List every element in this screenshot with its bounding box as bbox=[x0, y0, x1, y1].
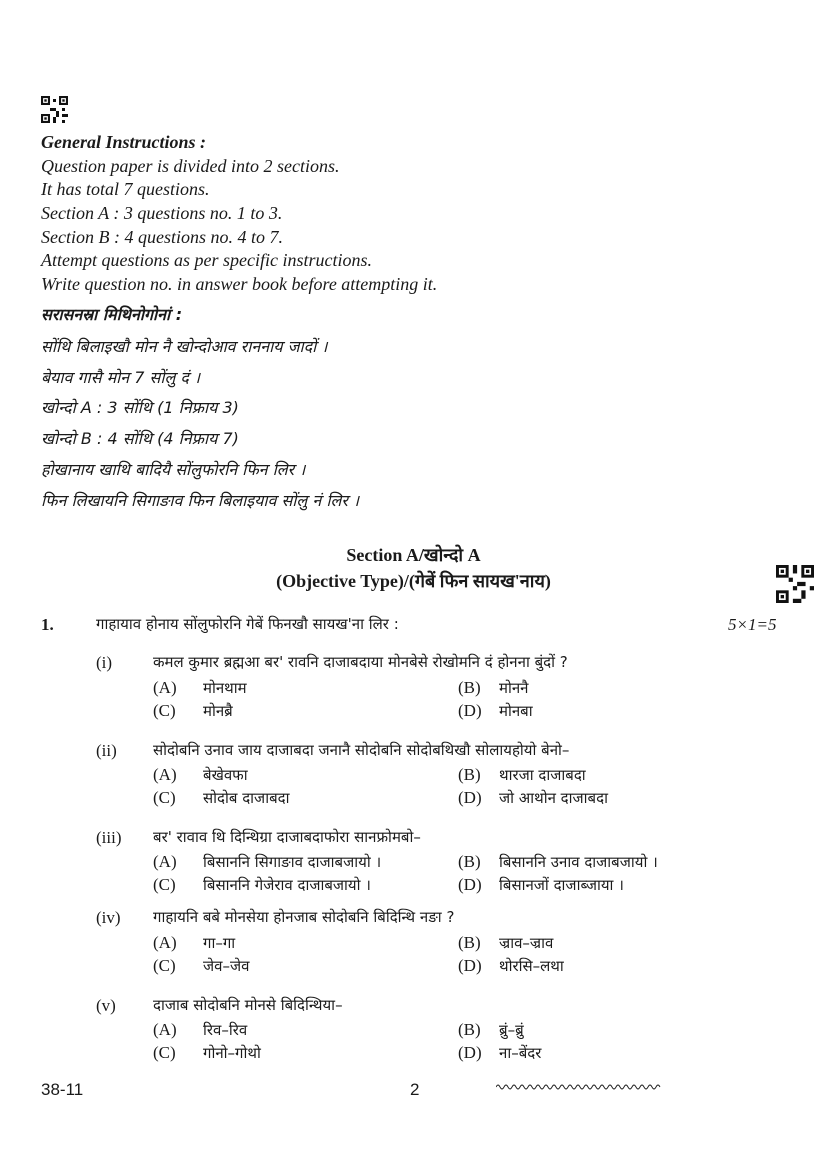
sub-question-text: बर' रावाव थि दिन्थिग्रा दाजाबदाफोरा सानफ्रोमबो– bbox=[153, 828, 421, 846]
option-text: मोनथाम bbox=[203, 679, 247, 697]
instructions-heading: General Instructions : bbox=[41, 132, 207, 152]
option-text: जेव–जेव bbox=[203, 957, 250, 975]
option-label: (C) bbox=[153, 788, 176, 807]
sub-question-text: सोदोबनि उनाव जाय दाजाबदा जनानै सोदोबनि सोदोबथिखौ सोलायहोयो बेनो– bbox=[153, 741, 570, 759]
bodo-instruction-line: खोन्दो A : 3 सोंथि (1 निफ्राय 3) bbox=[41, 398, 239, 417]
bodo-instruction-line: सोंथि बिलाइखौ मोन नै खोन्दोआव राननाय जादों । bbox=[41, 337, 328, 356]
option-text: सोदोब दाजाबदा bbox=[203, 789, 290, 807]
sub-question-number: (iv) bbox=[96, 908, 121, 927]
option-text: बिसानजों दाजाब्जाया । bbox=[499, 876, 624, 894]
option-text: ना–बेंदर bbox=[499, 1044, 542, 1062]
bodo-instruction-line: फिन लिखायनि सिगाङाव फिन बिलाइयाव सोंलु नं लिर । bbox=[41, 491, 360, 510]
option-label: (A) bbox=[153, 852, 177, 871]
paper-code: 38-11 bbox=[41, 1080, 84, 1099]
option-text: ब्रुं–ब्रुं bbox=[499, 1021, 524, 1039]
option-label: (B) bbox=[458, 1020, 481, 1039]
instruction-line: Section A : 3 questions no. 1 to 3. bbox=[41, 203, 283, 223]
option-label: (A) bbox=[153, 933, 177, 952]
option-text: गोनो–गोथो bbox=[203, 1044, 261, 1062]
option-text: बिसाननि उनाव दाजाबजायो । bbox=[499, 853, 658, 871]
option-label: (C) bbox=[153, 956, 176, 975]
section-subtitle: (Objective Type)/(गेबें फिन सायख'नाय) bbox=[276, 571, 551, 591]
page-number: 2 bbox=[410, 1080, 420, 1099]
option-label: (B) bbox=[458, 852, 481, 871]
option-text: मोननै bbox=[499, 679, 529, 697]
sub-question-text: दाजाब सोदोबनि मोनसे बिदिन्थिया– bbox=[153, 996, 343, 1014]
bodo-instructions-heading: सरासनस्रा मिथिनोगोनां : bbox=[41, 305, 183, 324]
instruction-line: Question paper is divided into 2 sections. bbox=[41, 156, 340, 176]
section-title: Section A/खोन्दो A bbox=[346, 545, 481, 565]
option-text: बेखेवफा bbox=[203, 766, 248, 784]
option-text: जो आथोन दाजाबदा bbox=[499, 789, 608, 807]
bodo-instruction-line: खोन्दो B : 4 सोंथि (4 निफ्राय 7) bbox=[41, 429, 239, 448]
option-text: थोरसि–लथा bbox=[499, 957, 564, 975]
option-text: बिसाननि गेजेराव दाजाबजायो । bbox=[203, 876, 371, 894]
option-text: ज्राव–ज्राव bbox=[499, 934, 554, 952]
option-label: (D) bbox=[458, 788, 482, 807]
bodo-instruction-line: होखानाय खाथि बादियै सोंलुफोरनि फिन लिर । bbox=[41, 460, 306, 479]
option-label: (A) bbox=[153, 1020, 177, 1039]
sub-question-number: (ii) bbox=[96, 741, 117, 760]
sub-question-number: (iii) bbox=[96, 828, 122, 847]
option-text: बिसाननि सिगाङाव दाजाबजायो । bbox=[203, 853, 382, 871]
option-label: (B) bbox=[458, 933, 481, 952]
marks: 5×1=5 bbox=[728, 615, 777, 634]
bodo-instruction-line: बेयाव गासै मोन 7 सोंलु दं । bbox=[41, 368, 201, 387]
option-label: (A) bbox=[153, 678, 177, 697]
option-label: (B) bbox=[458, 678, 481, 697]
option-label: (D) bbox=[458, 1043, 482, 1062]
option-label: (C) bbox=[153, 1043, 176, 1062]
instruction-line: Write question no. in answer book before attempting it. bbox=[41, 274, 438, 294]
option-label: (D) bbox=[458, 956, 482, 975]
option-label: (C) bbox=[153, 875, 176, 894]
qr-code-icon bbox=[776, 565, 814, 603]
option-label: (D) bbox=[458, 701, 482, 720]
sub-question-text: कमल कुमार ब्रह्मआ बर' रावनि दाजाबदाया मोनबेसे रोखोमनि दं होनना बुंदों ? bbox=[153, 653, 568, 671]
option-text: रिव–रिव bbox=[203, 1021, 248, 1039]
question-number: 1. bbox=[41, 615, 54, 634]
sub-question-text: गाहायनि बबे मोनसेया होनजाब सोदोबनि बिदिन्थि नङा ? bbox=[153, 908, 455, 926]
option-text: थारजा दाजाबदा bbox=[499, 766, 586, 784]
sub-question-number: (v) bbox=[96, 996, 116, 1015]
option-text: मोनबा bbox=[499, 702, 533, 720]
qr-code-icon bbox=[41, 96, 68, 123]
option-label: (D) bbox=[458, 875, 482, 894]
question-text: गाहायाव होनाय सोंलुफोरनि गेबें फिनखौ सायख'ना लिर : bbox=[96, 615, 399, 633]
sub-question-number: (i) bbox=[96, 653, 113, 672]
option-text: गा–गा bbox=[203, 934, 236, 952]
instruction-line: Section B : 4 questions no. 4 to 7. bbox=[41, 227, 283, 247]
option-label: (C) bbox=[153, 701, 176, 720]
option-text: मोनब्रै bbox=[203, 702, 233, 720]
instruction-line: Attempt questions as per specific instructions. bbox=[41, 250, 372, 270]
option-label: (B) bbox=[458, 765, 481, 784]
instruction-line: It has total 7 questions. bbox=[41, 179, 210, 199]
option-label: (A) bbox=[153, 765, 177, 784]
wavy-line-decoration bbox=[496, 1083, 662, 1091]
